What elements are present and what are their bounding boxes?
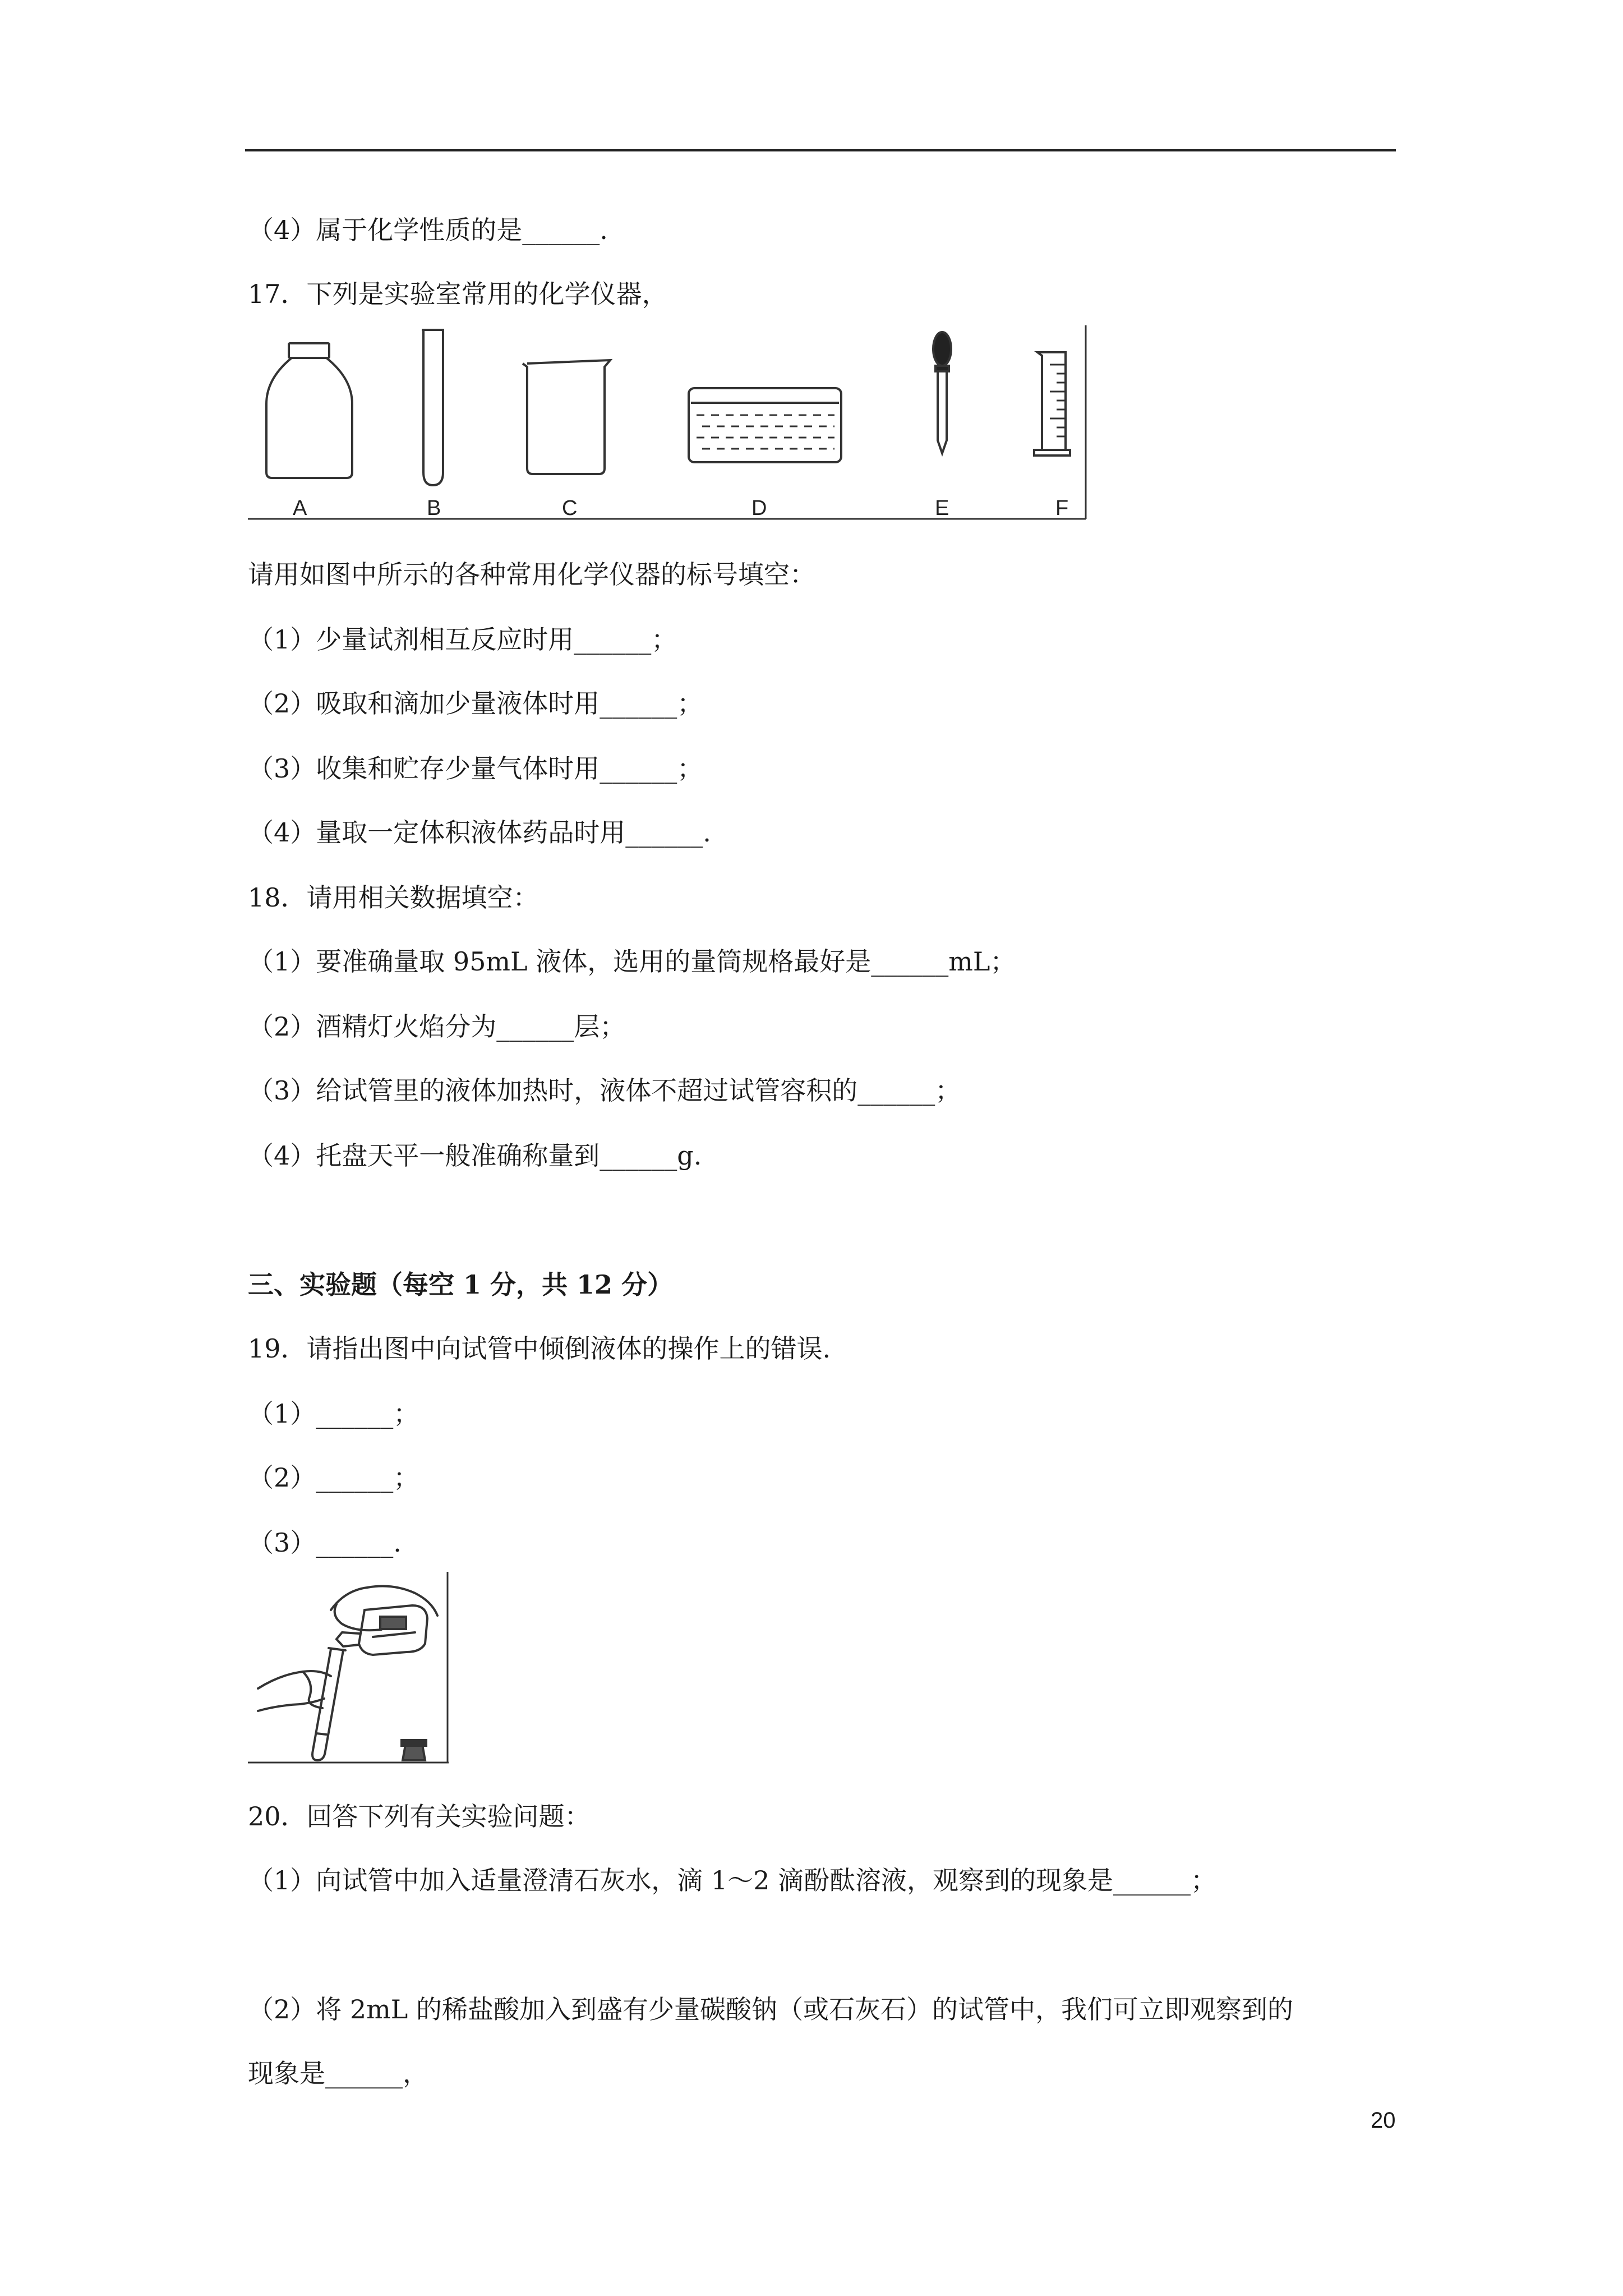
- q17-stem: 17．下列是实验室常用的化学仪器，: [248, 279, 668, 309]
- q19-stem: 19．请指出图中向试管中倾倒液体的操作上的错误.: [248, 1333, 831, 1364]
- q18-item-1: （1）要准确量取 95mL 液体，选用的量筒规格最好是______mL；: [248, 946, 1016, 977]
- instrument-label-d: D: [751, 496, 767, 520]
- q20-item-2: （2）将 2mL 的稀盐酸加入到盛有少量碳酸钠（或石灰石）的试管中，我们可立即观察到的: [248, 1994, 1293, 2024]
- q16-item-4: （4）属于化学性质的是______.: [248, 215, 608, 245]
- test-tube-icon: [422, 330, 444, 485]
- section-heading: 三、实验题（每空 1 分，共 12 分）: [248, 1269, 674, 1300]
- q19-item-3: （3）______.: [248, 1527, 402, 1558]
- q20-item-1: （1）向试管中加入适量澄清石灰水，滴 1～2 滴酚酞溶液，观察到的现象是______；: [248, 1865, 1217, 1895]
- instrument-label-b: B: [427, 496, 441, 520]
- dropper-icon: [933, 332, 951, 453]
- pouring-figure: [247, 1571, 454, 1767]
- instrument-label-c: C: [562, 496, 578, 520]
- q19-item-2: （2）______；: [248, 1462, 419, 1493]
- q17-item-3: （3）收集和贮存少量气体时用______；: [248, 753, 703, 784]
- graduated-cylinder-icon: [1034, 352, 1070, 455]
- q18-item-4: （4）托盘天平一般准确称量到______g.: [248, 1140, 702, 1171]
- header-rule: [245, 149, 1396, 151]
- instrument-figure: [247, 325, 1088, 527]
- water-trough-icon: [689, 388, 841, 462]
- beaker-icon: [523, 360, 610, 474]
- q20-stem: 20．回答下列有关实验问题：: [248, 1801, 591, 1832]
- stopper-icon: [402, 1740, 426, 1760]
- q17-item-4: （4）量取一定体积液体药品时用______.: [248, 817, 711, 848]
- hand-icon: [331, 1586, 437, 1655]
- q17-item-2: （2）吸取和滴加少量液体时用______；: [248, 688, 703, 719]
- instrument-label-e: E: [935, 496, 949, 520]
- q17-item-1: （1）少量试剂相互反应时用______；: [248, 624, 677, 655]
- instrument-label-a: A: [293, 496, 307, 520]
- page-number: 20: [1371, 2108, 1396, 2133]
- q18-item-3: （3）给试管里的液体加热时，液体不超过试管容积的______；: [248, 1075, 961, 1106]
- instrument-label-f: F: [1055, 496, 1069, 520]
- q18-item-2: （2）酒精灯火焰分为______层；: [248, 1011, 626, 1042]
- q17-instruction: 请用如图中所示的各种常用化学仪器的标号填空：: [248, 559, 815, 590]
- q19-item-1: （1）______；: [248, 1398, 419, 1429]
- q20-item-2-cont: 现象是______，: [248, 2058, 428, 2088]
- test-tube-icon: [312, 1648, 345, 1760]
- q18-stem: 18．请用相关数据填空：: [248, 882, 539, 913]
- gas-bottle-icon: [266, 343, 352, 478]
